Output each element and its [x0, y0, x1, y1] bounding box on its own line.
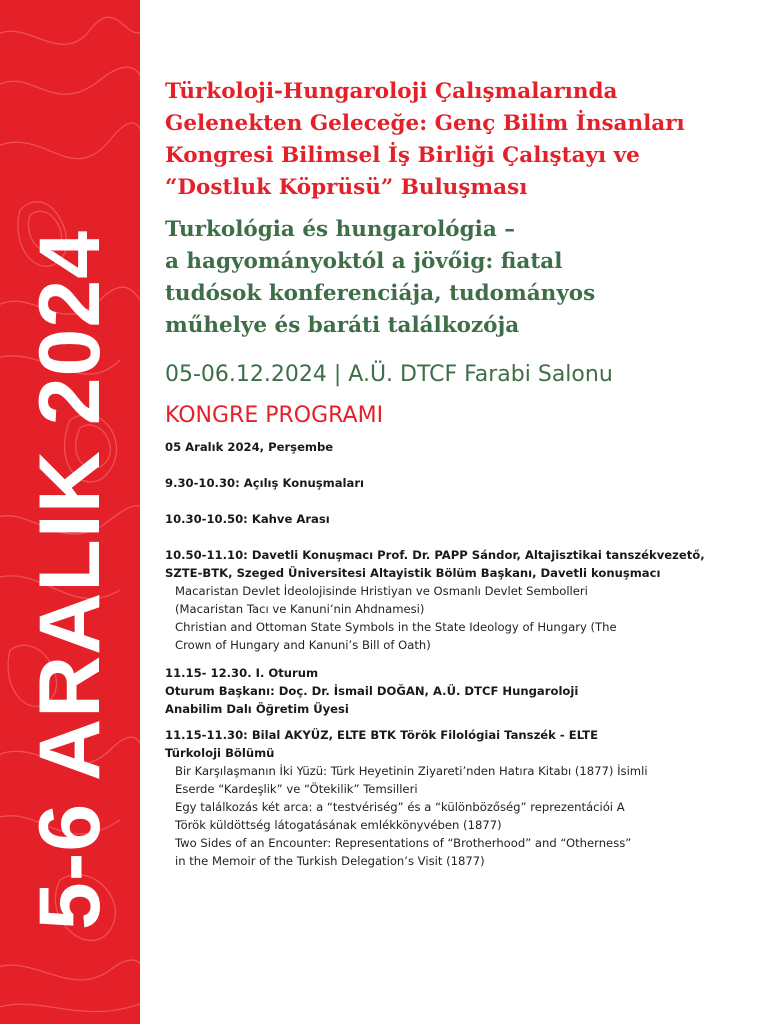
program-opening: 9.30-10.30: Açılış Konuşmaları [165, 476, 365, 490]
program-invited-speaker-affiliation: SZTE-BTK, Szeged Üniversitesi Altayistik Bölüm Başkanı, Davetli konuşmacı [165, 566, 661, 580]
date-vertical-text: 5-6 ARALIK 2024 [22, 229, 118, 931]
talk-title-line: Christian and Ottoman State Symbols in the State Ideology of Hungary (The [175, 620, 617, 634]
title-hungarian [165, 214, 750, 342]
talk-title-line: Bir Karşılaşmanın İki Yüzü: Türk Heyetinin Ziyareti’nden Hatıra Kitabı (1877) İsimli [175, 764, 648, 778]
title-hu-line: tudósok konferenciája, tudományos [165, 281, 596, 306]
title-hu-line: a hagyományoktól a jövőig: fiatal [165, 249, 563, 274]
program-coffee-break: 10.30-10.50: Kahve Arası [165, 512, 330, 526]
talk-title-line: Török küldöttség látogatásának emlékkönyvében (1877) [175, 818, 502, 832]
program-invited-speaker: 10.50-11.10: Davetli Konuşmacı Prof. Dr. PAPP Sándor, Altajisztikai tanszékvezető, [165, 548, 705, 562]
session-chair-affiliation: Anabilim Dalı Öğretim Üyesi [165, 702, 349, 716]
program-heading: KONGRE PROGRAMI [165, 403, 384, 428]
talk-title-line: (Macaristan Tacı ve Kanuni’nin Ahdnamesi) [175, 602, 425, 616]
date-venue: 05-06.12.2024 | A.Ü. DTCF Farabi Salonu [165, 362, 613, 387]
title-tr-line: Türkoloji-Hungaroloji Çalışmalarında [165, 79, 618, 104]
title-tr-line: Gelenekten Geleceğe: Genç Bilim İnsanları [165, 111, 685, 136]
talk-title-line: Egy találkozás két arca: a “testvériség” és a “különbözőség” reprezentációi A [175, 800, 625, 814]
title-tr-line: “Dostluk Köprüsü” Buluşması [165, 175, 528, 200]
talk-title-line: Two Sides of an Encounter: Representations of “Brotherhood” and “Otherness” [175, 836, 632, 850]
session-chair: Oturum Başkanı: Doç. Dr. İsmail DOĞAN, A.Ü. DTCF Hungaroloji [165, 684, 579, 698]
sidebar-band [0, 0, 140, 1024]
title-turkish [165, 76, 750, 204]
main-content [165, 76, 750, 870]
title-hu-line: műhelye és baráti találkozója [165, 313, 520, 338]
program-list [165, 438, 750, 870]
talk-title-line: Crown of Hungary and Kanuni’s Bill of Oath) [175, 638, 431, 652]
talk-title-line: Eserde “Kardeşlik” ve “Ötekilik” Temsilleri [175, 782, 418, 796]
program-talk-affiliation: Türkoloji Bölümü [165, 746, 275, 760]
program-day: 05 Aralık 2024, Perşembe [165, 440, 334, 454]
talk-title-line: Macaristan Devlet İdeolojisinde Hristiyan ve Osmanlı Devlet Sembolleri [175, 584, 588, 598]
title-tr-line: Kongresi Bilimsel İş Birliği Çalıştayı ve [165, 143, 640, 168]
session-heading: 11.15- 12.30. I. Oturum [165, 666, 319, 680]
talk-title-line: in the Memoir of the Turkish Delegation’s Visit (1877) [175, 854, 485, 868]
program-talk-speaker: 11.15-11.30: Bilal AKYÜZ, ELTE BTK Török Filológiai Tanszék - ELTE [165, 728, 598, 742]
title-hu-line: Turkológia és hungarológia – [165, 217, 516, 242]
